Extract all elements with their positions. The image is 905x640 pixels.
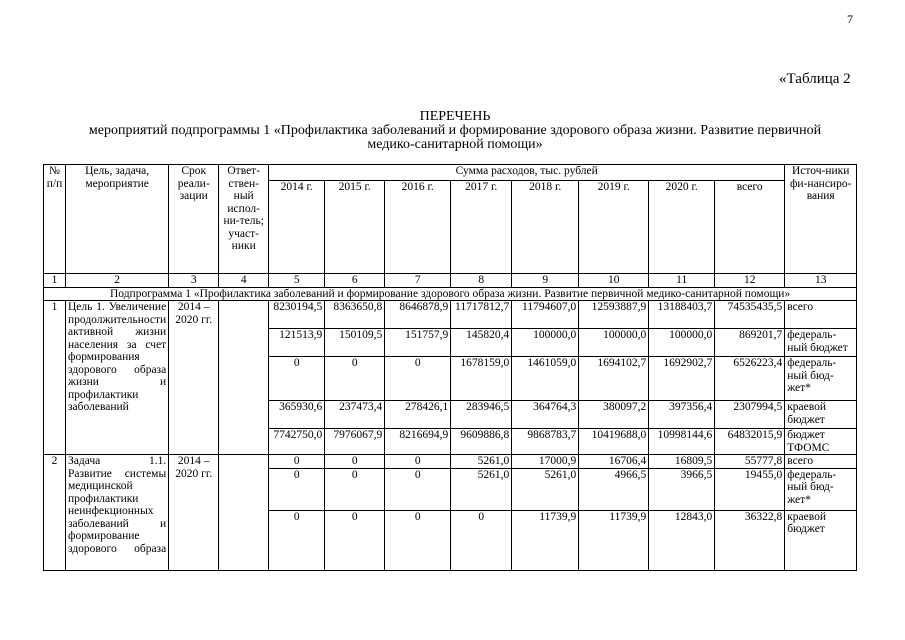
amount-cell: 9868783,7 [512, 429, 579, 455]
entry-name: Задача 1.1. Развитие системы медицинской профилактики неинфекционных заболеваний и формирование здорового образа [66, 455, 169, 571]
entry-responsible [219, 301, 269, 455]
amount-cell: 10998144,6 [649, 429, 715, 455]
column-number: 13 [785, 274, 857, 288]
column-number: 9 [512, 274, 579, 288]
column-number: 12 [715, 274, 785, 288]
total-cell: 2307994,5 [715, 401, 785, 429]
amount-cell: 11739,9 [512, 510, 579, 570]
funding-source-cell: всего [785, 301, 857, 329]
amount-cell: 16706,4 [579, 455, 649, 469]
amount-cell: 100000,0 [512, 329, 579, 357]
funding-source-cell: федераль-ный бюд-жет* [785, 468, 857, 510]
column-number: 10 [579, 274, 649, 288]
header-year: 2017 г. [451, 181, 512, 274]
amount-cell: 0 [269, 357, 325, 401]
amount-cell: 0 [451, 510, 512, 570]
page-number: 7 [847, 12, 853, 26]
amount-cell: 0 [385, 455, 451, 469]
amount-cell: 5261,0 [512, 468, 579, 510]
amount-cell: 0 [269, 468, 325, 510]
funding-source-cell: краевой бюджет [785, 401, 857, 429]
amount-cell: 5261,0 [451, 455, 512, 469]
table-row [44, 455, 857, 469]
header-year: 2015 г. [325, 181, 385, 274]
amount-cell: 11794607,0 [512, 301, 579, 329]
amount-cell: 0 [385, 510, 451, 570]
amount-cell: 0 [325, 455, 385, 469]
amount-cell: 8216694,9 [385, 429, 451, 455]
funding-source-cell: краевой бюджет [785, 510, 857, 570]
amount-cell: 145820,4 [451, 329, 512, 357]
amount-cell: 11739,9 [579, 510, 649, 570]
amount-cell: 1461059,0 [512, 357, 579, 401]
amount-cell: 0 [385, 468, 451, 510]
amount-cell: 0 [269, 510, 325, 570]
amount-cell: 100000,0 [649, 329, 715, 357]
header-term: Срок реали-зации [169, 165, 219, 274]
amount-cell: 0 [269, 455, 325, 469]
amount-cell: 397356,4 [649, 401, 715, 429]
amount-cell: 1694102,7 [579, 357, 649, 401]
amount-cell: 100000,0 [579, 329, 649, 357]
subprogram-heading: Подпрограмма 1 «Профилактика заболеваний и формирование здорового образа жизни. Развитие первичной медико-санитарной помощи» [44, 287, 857, 301]
funding-source-cell: федераль-ный бюд-жет* [785, 357, 857, 401]
column-number: 5 [269, 274, 325, 288]
amount-cell: 7742750,0 [269, 429, 325, 455]
amount-cell: 5261,0 [451, 468, 512, 510]
amount-cell: 3966,5 [649, 468, 715, 510]
amount-cell: 8646878,9 [385, 301, 451, 329]
header-source: Источ-ники фи-нансиро-вания [785, 165, 857, 274]
amount-cell: 0 [325, 468, 385, 510]
amount-cell: 0 [385, 357, 451, 401]
amount-cell: 365930,6 [269, 401, 325, 429]
amount-cell: 278426,1 [385, 401, 451, 429]
amount-cell: 4966,5 [579, 468, 649, 510]
funding-source-cell: федераль-ный бюджет [785, 329, 857, 357]
amount-cell: 11717812,7 [451, 301, 512, 329]
amount-cell: 1678159,0 [451, 357, 512, 401]
amount-cell: 9609886,8 [451, 429, 512, 455]
header-year: 2016 г. [385, 181, 451, 274]
amount-cell: 13188403,7 [649, 301, 715, 329]
amount-cell: 151757,9 [385, 329, 451, 357]
document-title: ПЕРЕЧЕНЬ [419, 109, 491, 124]
funding-source-cell: всего [785, 455, 857, 469]
column-number: 1 [44, 274, 66, 288]
amount-cell: 12843,0 [649, 510, 715, 570]
entry-term: 2014 – 2020 гг. [169, 301, 219, 455]
amount-cell: 12593887,9 [579, 301, 649, 329]
amount-cell: 150109,5 [325, 329, 385, 357]
total-cell: 36322,8 [715, 510, 785, 570]
funding-source-cell: бюджет ТФОМС [785, 429, 857, 455]
amount-cell: 8230194,5 [269, 301, 325, 329]
header-responsible: Ответ-ствен-ный испол-ни-тель; участ-ники [219, 165, 269, 274]
measures-table [43, 164, 857, 571]
entry-number: 1 [44, 301, 66, 455]
column-number: 4 [219, 274, 269, 288]
amount-cell: 380097,2 [579, 401, 649, 429]
document-subtitle-line1: мероприятий подпрограммы 1 «Профилактика заболеваний и формирование здорового образа жизни. Развитие первичной [88, 123, 822, 138]
column-number: 11 [649, 274, 715, 288]
amount-cell: 283946,5 [451, 401, 512, 429]
amount-cell: 237473,4 [325, 401, 385, 429]
header-goal: Цель, задача, мероприятие [66, 165, 169, 274]
amount-cell: 17000,9 [512, 455, 579, 469]
table-row [44, 301, 857, 329]
column-number: 8 [451, 274, 512, 288]
document-subtitle-line2: медико-санитарной помощи» [367, 137, 543, 152]
entry-responsible [219, 455, 269, 571]
column-number: 6 [325, 274, 385, 288]
amount-cell: 10419688,0 [579, 429, 649, 455]
column-number: 3 [169, 274, 219, 288]
amount-cell: 7976067,9 [325, 429, 385, 455]
total-cell: 74535435,5 [715, 301, 785, 329]
total-cell: 64832015,9 [715, 429, 785, 455]
entry-name: Цель 1. Увеличение продолжительности активной жизни населения за счет формирования здорового образа жизни и профилактики заболеваний [66, 301, 169, 455]
amount-cell: 1692902,7 [649, 357, 715, 401]
header-num: № п/п [44, 165, 66, 274]
amount-cell: 121513,9 [269, 329, 325, 357]
total-cell: 55777,8 [715, 455, 785, 469]
entry-term: 2014 – 2020 гг. [169, 455, 219, 571]
header-year: 2018 г. [512, 181, 579, 274]
amount-cell: 16809,5 [649, 455, 715, 469]
table-reference: «Таблица 2 [779, 71, 851, 87]
header-year: 2019 г. [579, 181, 649, 274]
amount-cell: 0 [325, 510, 385, 570]
header-year: 2014 г. [269, 181, 325, 274]
amount-cell: 364764,3 [512, 401, 579, 429]
entry-number: 2 [44, 455, 66, 571]
total-cell: 19455,0 [715, 468, 785, 510]
header-year: 2020 г. [649, 181, 715, 274]
amount-cell: 0 [325, 357, 385, 401]
total-cell: 869201,7 [715, 329, 785, 357]
header-sum: Сумма расходов, тыс. рублей [269, 165, 785, 181]
header-total: всего [715, 181, 785, 274]
amount-cell: 8363650,8 [325, 301, 385, 329]
column-number: 2 [66, 274, 169, 288]
column-number: 7 [385, 274, 451, 288]
total-cell: 6526223,4 [715, 357, 785, 401]
